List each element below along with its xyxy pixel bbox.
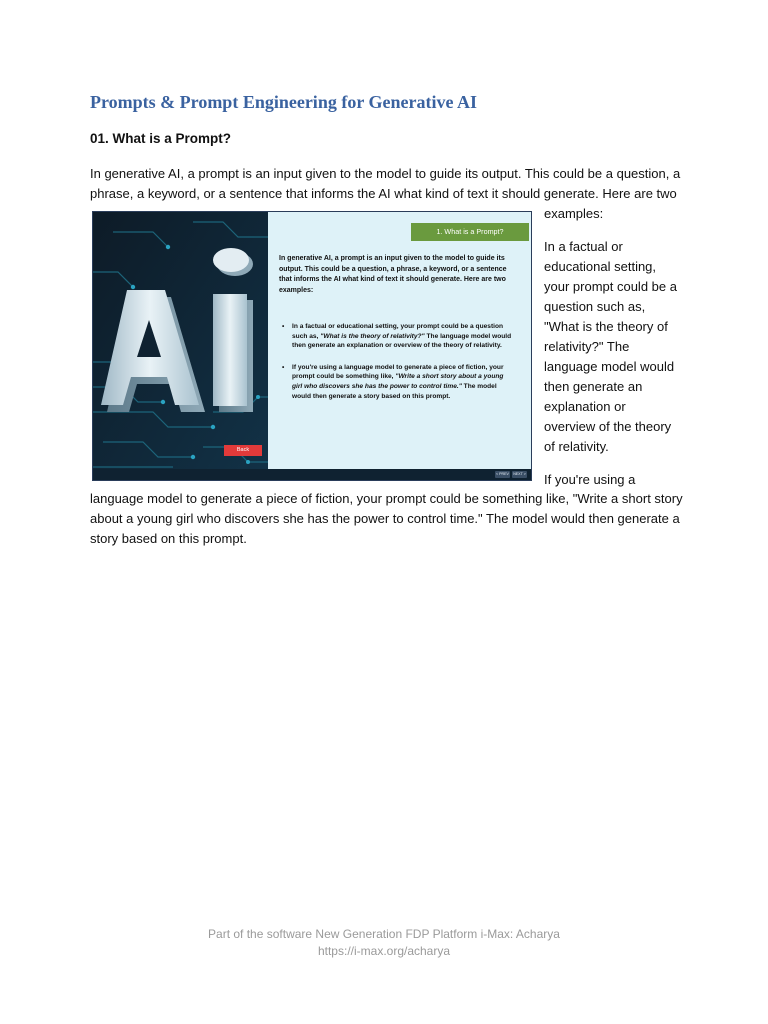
intro-line-2: phrase, a keyword, or a sentence that informs the AI what kind of text it should generate. Here are two: [90, 186, 677, 201]
fiction-example-start: If you're using a: [544, 472, 636, 487]
slide-intro-text: In generative AI, a prompt is an input given to the model to guide its output. This could be a question, a phrase, a keyword, or a sentence that informs the AI what kind of text it should generate. Here are two examples:: [279, 255, 507, 294]
intro-paragraph: [90, 164, 680, 204]
footer-line-1: Part of the software New Generation FDP Platform i-Max: Acharya: [208, 927, 560, 941]
factual-line: of relativity.: [544, 439, 609, 454]
factual-example-paragraph: [544, 237, 684, 457]
footer-link: https://i-max.org/acharya: [317, 944, 451, 958]
slide-bullet-list: [282, 322, 514, 413]
fiction-line: language model to generate a piece of fiction, your prompt could be something like, "Write a short story: [90, 491, 683, 506]
slide-bullet-text: In a factual or educational setting, your prompt could be a question such as,: [292, 323, 504, 340]
bullet-dot-icon: •: [282, 363, 285, 371]
slide-footer-bar: [93, 469, 531, 481]
intro-line-1: In generative AI, a prompt is an input given to the model to guide its output. This could be a question, a: [90, 166, 681, 181]
document-title: Prompts & Prompt Engineering for Generative AI: [90, 92, 477, 112]
factual-line: relativity?" The: [544, 339, 630, 354]
fiction-example-paragraph: [90, 489, 690, 549]
section-heading: 01. What is a Prompt?: [90, 131, 232, 146]
factual-line: "What is the theory of: [544, 319, 668, 334]
slide-bullet-italic: "What is the theory of relativity?": [320, 332, 425, 340]
fiction-line: story based on this prompt.: [90, 531, 247, 546]
slide-back-button: Back: [224, 445, 262, 456]
factual-line: overview of the theory: [544, 419, 672, 434]
intro-paragraph-end: examples:: [544, 206, 604, 221]
factual-line: your prompt could be a: [544, 279, 677, 294]
factual-line: In a factual or: [544, 239, 623, 254]
slide-bullet-item: [282, 322, 514, 351]
factual-line: explanation or: [544, 399, 626, 414]
factual-line: then generate an: [544, 379, 643, 394]
bullet-dot-icon: •: [282, 323, 285, 330]
slide-prev-button: < PREV: [496, 472, 509, 476]
factual-line: question such as,: [544, 299, 646, 314]
slide-title-tab: 1. What is a Prompt?: [411, 223, 529, 241]
ai-letters-illustration: [93, 212, 268, 481]
slide-content-panel: [268, 212, 531, 469]
slide-bullet-text: If you're using a language model to generate a piece of fiction, your prompt could be something like,: [292, 363, 504, 381]
slide-next-button: NEXT >: [513, 472, 526, 476]
slide-bullet-text: The language model would then generate an explanation or overview of the theory of relativity.: [292, 332, 512, 350]
slide-bullet-text: The model would then generate a story based on this prompt.: [292, 382, 497, 400]
fiction-line: about a young girl who discovers she has the power to control time." The model would then generate a: [90, 511, 680, 526]
embedded-slide-image: [92, 211, 532, 481]
slide-bullet-italic: "Write a short story about a young girl who discovers she has the power to control time.": [292, 373, 504, 390]
factual-line: educational setting,: [544, 259, 657, 274]
page-footer: [0, 926, 768, 960]
factual-line: language model would: [544, 359, 675, 374]
slide-bullet-item: [282, 363, 514, 401]
